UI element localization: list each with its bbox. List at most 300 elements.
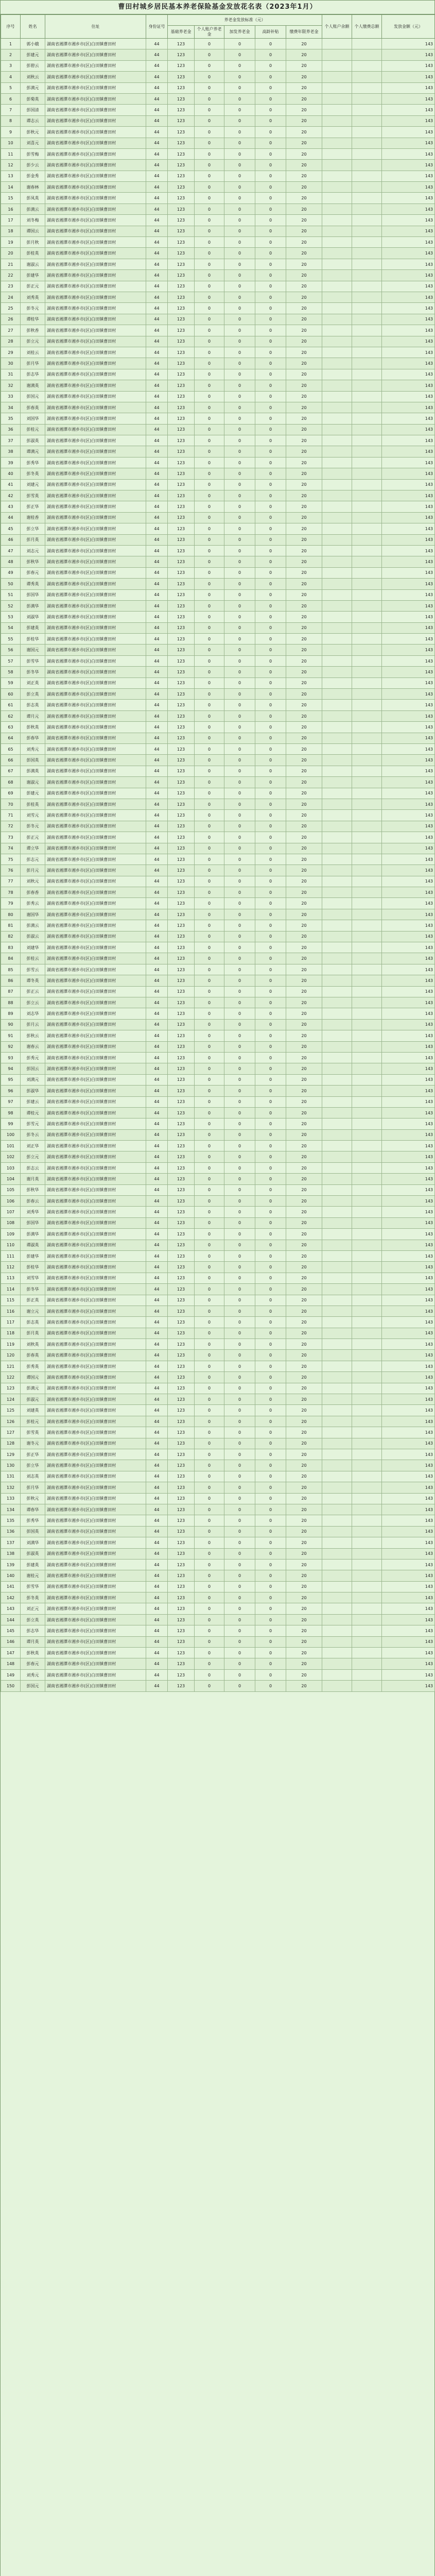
cell-id: 44 <box>146 115 168 126</box>
cell-years-pension: 20 <box>286 854 322 865</box>
cell-account-balance <box>322 1559 352 1570</box>
cell-contribution-total <box>352 1515 382 1526</box>
cell-account-pension: 0 <box>195 876 224 887</box>
cell-years-pension: 20 <box>286 1250 322 1261</box>
cell-age-subsidy: 0 <box>255 270 286 281</box>
cell-years-pension: 20 <box>286 215 322 226</box>
cell-account-pension: 0 <box>195 1008 224 1019</box>
cell-address: 湖南省湘潭市湘乡市(区)白田镇曹田村 <box>45 843 146 854</box>
cell-no: 50 <box>1 579 21 589</box>
cell-extra-pension: 0 <box>224 523 255 534</box>
cell-extra-pension: 0 <box>224 49 255 60</box>
cell-id: 44 <box>146 1559 168 1570</box>
cell-contribution-total <box>352 1262 382 1273</box>
cell-no: 80 <box>1 909 21 920</box>
cell-payout-amount: 143 <box>382 93 435 104</box>
cell-payout-amount: 143 <box>382 975 435 986</box>
table-row <box>1 248 435 259</box>
cell-no: 149 <box>1 1669 21 1680</box>
cell-id: 44 <box>146 1625 168 1636</box>
cell-basic-pension: 123 <box>168 1405 195 1416</box>
cell-account-pension: 0 <box>195 556 224 567</box>
table-row <box>1 612 435 622</box>
table-row <box>1 1372 435 1383</box>
cell-address: 湖南省湘潭市湘乡市(区)白田镇曹田村 <box>45 1350 146 1361</box>
cell-no: 8 <box>1 115 21 126</box>
cell-contribution-total <box>352 1614 382 1625</box>
cell-payout-amount: 143 <box>382 1030 435 1041</box>
cell-account-balance <box>322 215 352 226</box>
cell-account-balance <box>322 435 352 446</box>
cell-address: 湖南省湘潭市湘乡市(区)白田镇曹田村 <box>45 1229 146 1240</box>
table-row <box>1 1383 435 1394</box>
table-row <box>1 1681 435 1691</box>
cell-address: 湖南省湘潭市湘乡市(区)白田镇曹田村 <box>45 1636 146 1647</box>
cell-account-balance <box>322 204 352 214</box>
cell-basic-pension: 123 <box>168 622 195 633</box>
cell-name: 刘建元 <box>21 479 45 490</box>
cell-years-pension: 20 <box>286 1306 322 1316</box>
cell-account-balance <box>322 160 352 171</box>
cell-basic-pension: 123 <box>168 215 195 226</box>
cell-age-subsidy: 0 <box>255 865 286 876</box>
cell-account-pension: 0 <box>195 1350 224 1361</box>
cell-name: 彭满华 <box>21 600 45 611</box>
cell-age-subsidy: 0 <box>255 1273 286 1283</box>
cell-account-pension: 0 <box>195 1207 224 1217</box>
cell-name: 彭冬云 <box>21 1129 45 1140</box>
cell-years-pension: 20 <box>286 105 322 115</box>
cell-account-balance <box>322 1174 352 1184</box>
cell-payout-amount: 143 <box>382 193 435 204</box>
cell-years-pension: 20 <box>286 777 322 788</box>
cell-no: 85 <box>1 964 21 975</box>
cell-id: 44 <box>146 1151 168 1162</box>
cell-age-subsidy: 0 <box>255 1614 286 1625</box>
cell-extra-pension: 0 <box>224 821 255 832</box>
cell-account-balance <box>322 490 352 501</box>
cell-years-pension: 20 <box>286 1482 322 1493</box>
cell-payout-amount: 143 <box>382 1416 435 1427</box>
cell-age-subsidy: 0 <box>255 964 286 975</box>
cell-address: 湖南省湘潭市湘乡市(区)白田镇曹田村 <box>45 490 146 501</box>
cell-account-pension: 0 <box>195 997 224 1008</box>
cell-no: 38 <box>1 446 21 457</box>
table-row <box>1 865 435 876</box>
cell-age-subsidy: 0 <box>255 1394 286 1405</box>
cell-years-pension: 20 <box>286 1581 322 1592</box>
cell-account-balance <box>322 766 352 776</box>
cell-account-balance <box>322 1658 352 1669</box>
cell-age-subsidy: 0 <box>255 1625 286 1636</box>
cell-age-subsidy: 0 <box>255 1052 286 1063</box>
cell-contribution-total <box>352 457 382 468</box>
cell-basic-pension: 123 <box>168 1394 195 1405</box>
cell-address: 湖南省湘潭市湘乡市(区)白田镇曹田村 <box>45 909 146 920</box>
cell-name: 彭月华 <box>21 1482 45 1493</box>
cell-extra-pension: 0 <box>224 589 255 600</box>
cell-years-pension: 20 <box>286 1614 322 1625</box>
cell-address: 湖南省湘潭市湘乡市(区)白田镇曹田村 <box>45 722 146 733</box>
cell-extra-pension: 0 <box>224 446 255 457</box>
cell-name: 谢春云 <box>21 1041 45 1052</box>
cell-years-pension: 20 <box>286 1229 322 1240</box>
cell-name: 彭冬英 <box>21 1592 45 1603</box>
cell-address: 湖南省湘潭市湘乡市(区)白田镇曹田村 <box>45 1328 146 1338</box>
cell-years-pension: 20 <box>286 655 322 666</box>
cell-extra-pension: 0 <box>224 148 255 159</box>
cell-extra-pension: 0 <box>224 369 255 380</box>
cell-extra-pension: 0 <box>224 193 255 204</box>
cell-basic-pension: 123 <box>168 391 195 402</box>
cell-years-pension: 20 <box>286 1658 322 1669</box>
cell-name: 刘正华 <box>21 1141 45 1151</box>
cell-contribution-total <box>352 93 382 104</box>
cell-contribution-total <box>352 645 382 655</box>
cell-address: 湖南省湘潭市湘乡市(区)白田镇曹田村 <box>45 600 146 611</box>
cell-extra-pension: 0 <box>224 468 255 479</box>
cell-age-subsidy: 0 <box>255 920 286 931</box>
cell-payout-amount: 143 <box>382 468 435 479</box>
cell-id: 44 <box>146 1074 168 1085</box>
cell-address: 湖南省湘潭市湘乡市(区)白田镇曹田村 <box>45 1151 146 1162</box>
cell-extra-pension: 0 <box>224 1416 255 1427</box>
cell-extra-pension: 0 <box>224 1361 255 1371</box>
cell-id: 44 <box>146 1449 168 1460</box>
cell-name: 彭国英 <box>21 755 45 766</box>
cell-age-subsidy: 0 <box>255 887 286 898</box>
cell-account-pension: 0 <box>195 1526 224 1537</box>
cell-no: 44 <box>1 512 21 523</box>
cell-payout-amount: 143 <box>382 1383 435 1394</box>
cell-years-pension: 20 <box>286 314 322 325</box>
cell-age-subsidy: 0 <box>255 1196 286 1207</box>
cell-name: 彭春英 <box>21 1350 45 1361</box>
cell-contribution-total <box>352 1008 382 1019</box>
cell-account-pension: 0 <box>195 887 224 898</box>
cell-age-subsidy: 0 <box>255 1151 286 1162</box>
cell-contribution-total <box>352 358 382 369</box>
cell-extra-pension: 0 <box>224 953 255 964</box>
cell-basic-pension: 123 <box>168 380 195 391</box>
cell-years-pension: 20 <box>286 645 322 655</box>
cell-years-pension: 20 <box>286 336 322 347</box>
cell-age-subsidy: 0 <box>255 655 286 666</box>
cell-contribution-total <box>352 1151 382 1162</box>
cell-name: 彭秀华 <box>21 1515 45 1526</box>
cell-years-pension: 20 <box>286 1284 322 1295</box>
cell-years-pension: 20 <box>286 1537 322 1548</box>
cell-no: 118 <box>1 1328 21 1338</box>
cell-name: 彭桂元 <box>21 424 45 435</box>
table-row <box>1 215 435 226</box>
cell-payout-amount: 143 <box>382 1658 435 1669</box>
cell-id: 44 <box>146 1250 168 1261</box>
table-row <box>1 788 435 799</box>
cell-id: 44 <box>146 710 168 721</box>
cell-contribution-total <box>352 1052 382 1063</box>
cell-basic-pension: 123 <box>168 975 195 986</box>
cell-account-pension: 0 <box>195 193 224 204</box>
cell-no: 11 <box>1 148 21 159</box>
cell-id: 44 <box>146 204 168 214</box>
cell-years-pension: 20 <box>286 171 322 181</box>
cell-payout-amount: 143 <box>382 1636 435 1647</box>
cell-age-subsidy: 0 <box>255 953 286 964</box>
cell-age-subsidy: 0 <box>255 1669 286 1680</box>
header-id: 身份证号 <box>146 15 168 39</box>
cell-id: 44 <box>146 1317 168 1328</box>
cell-name: 谭志云 <box>21 115 45 126</box>
cell-no: 121 <box>1 1361 21 1371</box>
cell-extra-pension: 0 <box>224 1515 255 1526</box>
cell-basic-pension: 123 <box>168 1658 195 1669</box>
cell-no: 101 <box>1 1141 21 1151</box>
cell-account-balance <box>322 1118 352 1129</box>
cell-no: 63 <box>1 722 21 733</box>
cell-name: 谢国华 <box>21 909 45 920</box>
cell-id: 44 <box>146 821 168 832</box>
cell-name: 彭建云 <box>21 1096 45 1107</box>
cell-years-pension: 20 <box>286 358 322 369</box>
cell-id: 44 <box>146 1427 168 1438</box>
cell-id: 44 <box>146 160 168 171</box>
cell-years-pension: 20 <box>286 1394 322 1405</box>
cell-basic-pension: 123 <box>168 810 195 821</box>
cell-account-pension: 0 <box>195 479 224 490</box>
cell-contribution-total <box>352 82 382 93</box>
cell-basic-pension: 123 <box>168 1284 195 1295</box>
cell-extra-pension: 0 <box>224 1207 255 1217</box>
cell-payout-amount: 143 <box>382 248 435 259</box>
cell-years-pension: 20 <box>286 1008 322 1019</box>
table-row <box>1 1129 435 1140</box>
cell-account-pension: 0 <box>195 347 224 358</box>
cell-name: 谢桂元 <box>21 1570 45 1581</box>
cell-name: 郭小娥 <box>21 39 45 49</box>
table-row <box>1 1537 435 1548</box>
cell-extra-pension: 0 <box>224 1306 255 1316</box>
cell-age-subsidy: 0 <box>255 115 286 126</box>
cell-address: 湖南省湘潭市湘乡市(区)白田镇曹田村 <box>45 1240 146 1250</box>
cell-id: 44 <box>146 612 168 622</box>
cell-name: 彭立云 <box>21 997 45 1008</box>
cell-account-pension: 0 <box>195 1416 224 1427</box>
cell-no: 2 <box>1 49 21 60</box>
cell-years-pension: 20 <box>286 942 322 953</box>
cell-age-subsidy: 0 <box>255 358 286 369</box>
cell-id: 44 <box>146 1460 168 1471</box>
cell-payout-amount: 143 <box>382 755 435 766</box>
table-row <box>1 226 435 236</box>
cell-address: 湖南省湘潭市湘乡市(区)白田镇曹田村 <box>45 1614 146 1625</box>
cell-account-balance <box>322 832 352 843</box>
cell-contribution-total <box>352 909 382 920</box>
cell-years-pension: 20 <box>286 832 322 843</box>
cell-years-pension: 20 <box>286 1174 322 1184</box>
cell-years-pension: 20 <box>286 1416 322 1427</box>
table-row <box>1 1086 435 1096</box>
cell-age-subsidy: 0 <box>255 898 286 909</box>
cell-payout-amount: 143 <box>382 1063 435 1074</box>
cell-no: 145 <box>1 1625 21 1636</box>
cell-age-subsidy: 0 <box>255 1063 286 1074</box>
cell-id: 44 <box>146 1570 168 1581</box>
cell-account-balance <box>322 325 352 336</box>
cell-account-balance <box>322 1350 352 1361</box>
cell-age-subsidy: 0 <box>255 1284 286 1295</box>
table-row <box>1 1504 435 1515</box>
cell-age-subsidy: 0 <box>255 909 286 920</box>
table-row <box>1 821 435 832</box>
cell-age-subsidy: 0 <box>255 1537 286 1548</box>
cell-account-pension: 0 <box>195 1107 224 1118</box>
cell-contribution-total <box>352 1460 382 1471</box>
cell-account-pension: 0 <box>195 843 224 854</box>
cell-extra-pension: 0 <box>224 579 255 589</box>
cell-contribution-total <box>352 1207 382 1217</box>
cell-payout-amount: 143 <box>382 1394 435 1405</box>
cell-address: 湖南省湘潭市湘乡市(区)白田镇曹田村 <box>45 1118 146 1129</box>
cell-name: 刘秀华 <box>21 1207 45 1217</box>
cell-payout-amount: 143 <box>382 1515 435 1526</box>
cell-account-balance <box>322 612 352 622</box>
cell-years-pension: 20 <box>286 1427 322 1438</box>
cell-name: 彭国英 <box>21 1526 45 1537</box>
cell-age-subsidy: 0 <box>255 457 286 468</box>
cell-years-pension: 20 <box>286 1273 322 1283</box>
table-row <box>1 237 435 248</box>
cell-account-pension: 0 <box>195 700 224 710</box>
cell-basic-pension: 123 <box>168 1217 195 1228</box>
cell-account-pension: 0 <box>195 424 224 435</box>
cell-extra-pension: 0 <box>224 1250 255 1261</box>
cell-contribution-total <box>352 733 382 743</box>
cell-years-pension: 20 <box>286 710 322 721</box>
cell-payout-amount: 143 <box>382 1096 435 1107</box>
cell-contribution-total <box>352 898 382 909</box>
cell-account-pension: 0 <box>195 270 224 281</box>
cell-account-balance <box>322 1669 352 1680</box>
cell-id: 44 <box>146 1614 168 1625</box>
cell-account-balance <box>322 1537 352 1548</box>
cell-extra-pension: 0 <box>224 281 255 292</box>
cell-no: 40 <box>1 468 21 479</box>
cell-age-subsidy: 0 <box>255 1086 286 1096</box>
cell-age-subsidy: 0 <box>255 821 286 832</box>
cell-name: 刘正英 <box>21 677 45 688</box>
cell-extra-pension: 0 <box>224 501 255 512</box>
cell-basic-pension: 123 <box>168 722 195 733</box>
cell-account-balance <box>322 1449 352 1460</box>
cell-age-subsidy: 0 <box>255 1548 286 1559</box>
cell-account-pension: 0 <box>195 931 224 942</box>
cell-age-subsidy: 0 <box>255 1681 286 1691</box>
cell-age-subsidy: 0 <box>255 710 286 721</box>
cell-basic-pension: 123 <box>168 127 195 138</box>
cell-id: 44 <box>146 523 168 534</box>
table-row <box>1 1581 435 1592</box>
cell-name: 彭雪英 <box>21 490 45 501</box>
cell-address: 湖南省湘潭市湘乡市(区)白田镇曹田村 <box>45 1361 146 1371</box>
cell-id: 44 <box>146 1041 168 1052</box>
cell-address: 湖南省湘潭市湘乡市(区)白田镇曹田村 <box>45 589 146 600</box>
cell-address: 湖南省湘潭市湘乡市(区)白田镇曹田村 <box>45 953 146 964</box>
cell-payout-amount: 143 <box>382 1681 435 1691</box>
cell-account-pension: 0 <box>195 1052 224 1063</box>
header-no: 序号 <box>1 15 21 39</box>
cell-basic-pension: 123 <box>168 325 195 336</box>
cell-no: 70 <box>1 799 21 809</box>
cell-years-pension: 20 <box>286 49 322 60</box>
cell-payout-amount: 143 <box>382 148 435 159</box>
table-row <box>1 1416 435 1427</box>
cell-account-balance <box>322 1306 352 1316</box>
cell-age-subsidy: 0 <box>255 1162 286 1173</box>
cell-name: 彭雪云 <box>21 964 45 975</box>
cell-address: 湖南省湘潭市湘乡市(区)白田镇曹田村 <box>45 1603 146 1614</box>
cell-basic-pension: 123 <box>168 457 195 468</box>
cell-contribution-total <box>352 1339 382 1350</box>
cell-age-subsidy: 0 <box>255 512 286 523</box>
cell-years-pension: 20 <box>286 72 322 82</box>
cell-id: 44 <box>146 810 168 821</box>
cell-extra-pension: 0 <box>224 1658 255 1669</box>
cell-extra-pension: 0 <box>224 160 255 171</box>
cell-age-subsidy: 0 <box>255 336 286 347</box>
table-row <box>1 1184 435 1195</box>
cell-id: 44 <box>146 1240 168 1250</box>
cell-extra-pension: 0 <box>224 909 255 920</box>
table-row <box>1 204 435 214</box>
cell-id: 44 <box>146 347 168 358</box>
cell-id: 44 <box>146 700 168 710</box>
cell-age-subsidy: 0 <box>255 127 286 138</box>
cell-extra-pension: 0 <box>224 325 255 336</box>
cell-no: 72 <box>1 821 21 832</box>
cell-id: 44 <box>146 402 168 413</box>
cell-id: 44 <box>146 689 168 700</box>
cell-years-pension: 20 <box>286 1063 322 1074</box>
cell-account-balance <box>322 1681 352 1691</box>
cell-extra-pension: 0 <box>224 1317 255 1328</box>
cell-age-subsidy: 0 <box>255 160 286 171</box>
cell-contribution-total <box>352 479 382 490</box>
cell-address: 湖南省湘潭市湘乡市(区)白田镇曹田村 <box>45 1250 146 1261</box>
cell-age-subsidy: 0 <box>255 689 286 700</box>
cell-payout-amount: 143 <box>382 534 435 545</box>
cell-account-pension: 0 <box>195 1648 224 1658</box>
cell-address: 湖南省湘潭市湘乡市(区)白田镇曹田村 <box>45 986 146 997</box>
cell-age-subsidy: 0 <box>255 810 286 821</box>
cell-id: 44 <box>146 1162 168 1173</box>
cell-no: 77 <box>1 876 21 887</box>
cell-account-pension: 0 <box>195 303 224 314</box>
cell-payout-amount: 143 <box>382 567 435 578</box>
cell-age-subsidy: 0 <box>255 1493 286 1504</box>
cell-contribution-total <box>352 634 382 645</box>
cell-id: 44 <box>146 1030 168 1041</box>
cell-basic-pension: 123 <box>168 490 195 501</box>
cell-contribution-total <box>352 1030 382 1041</box>
cell-account-balance <box>322 369 352 380</box>
cell-contribution-total <box>352 204 382 214</box>
cell-years-pension: 20 <box>286 600 322 611</box>
cell-extra-pension: 0 <box>224 413 255 424</box>
cell-extra-pension: 0 <box>224 402 255 413</box>
cell-payout-amount: 143 <box>382 182 435 193</box>
cell-extra-pension: 0 <box>224 292 255 302</box>
